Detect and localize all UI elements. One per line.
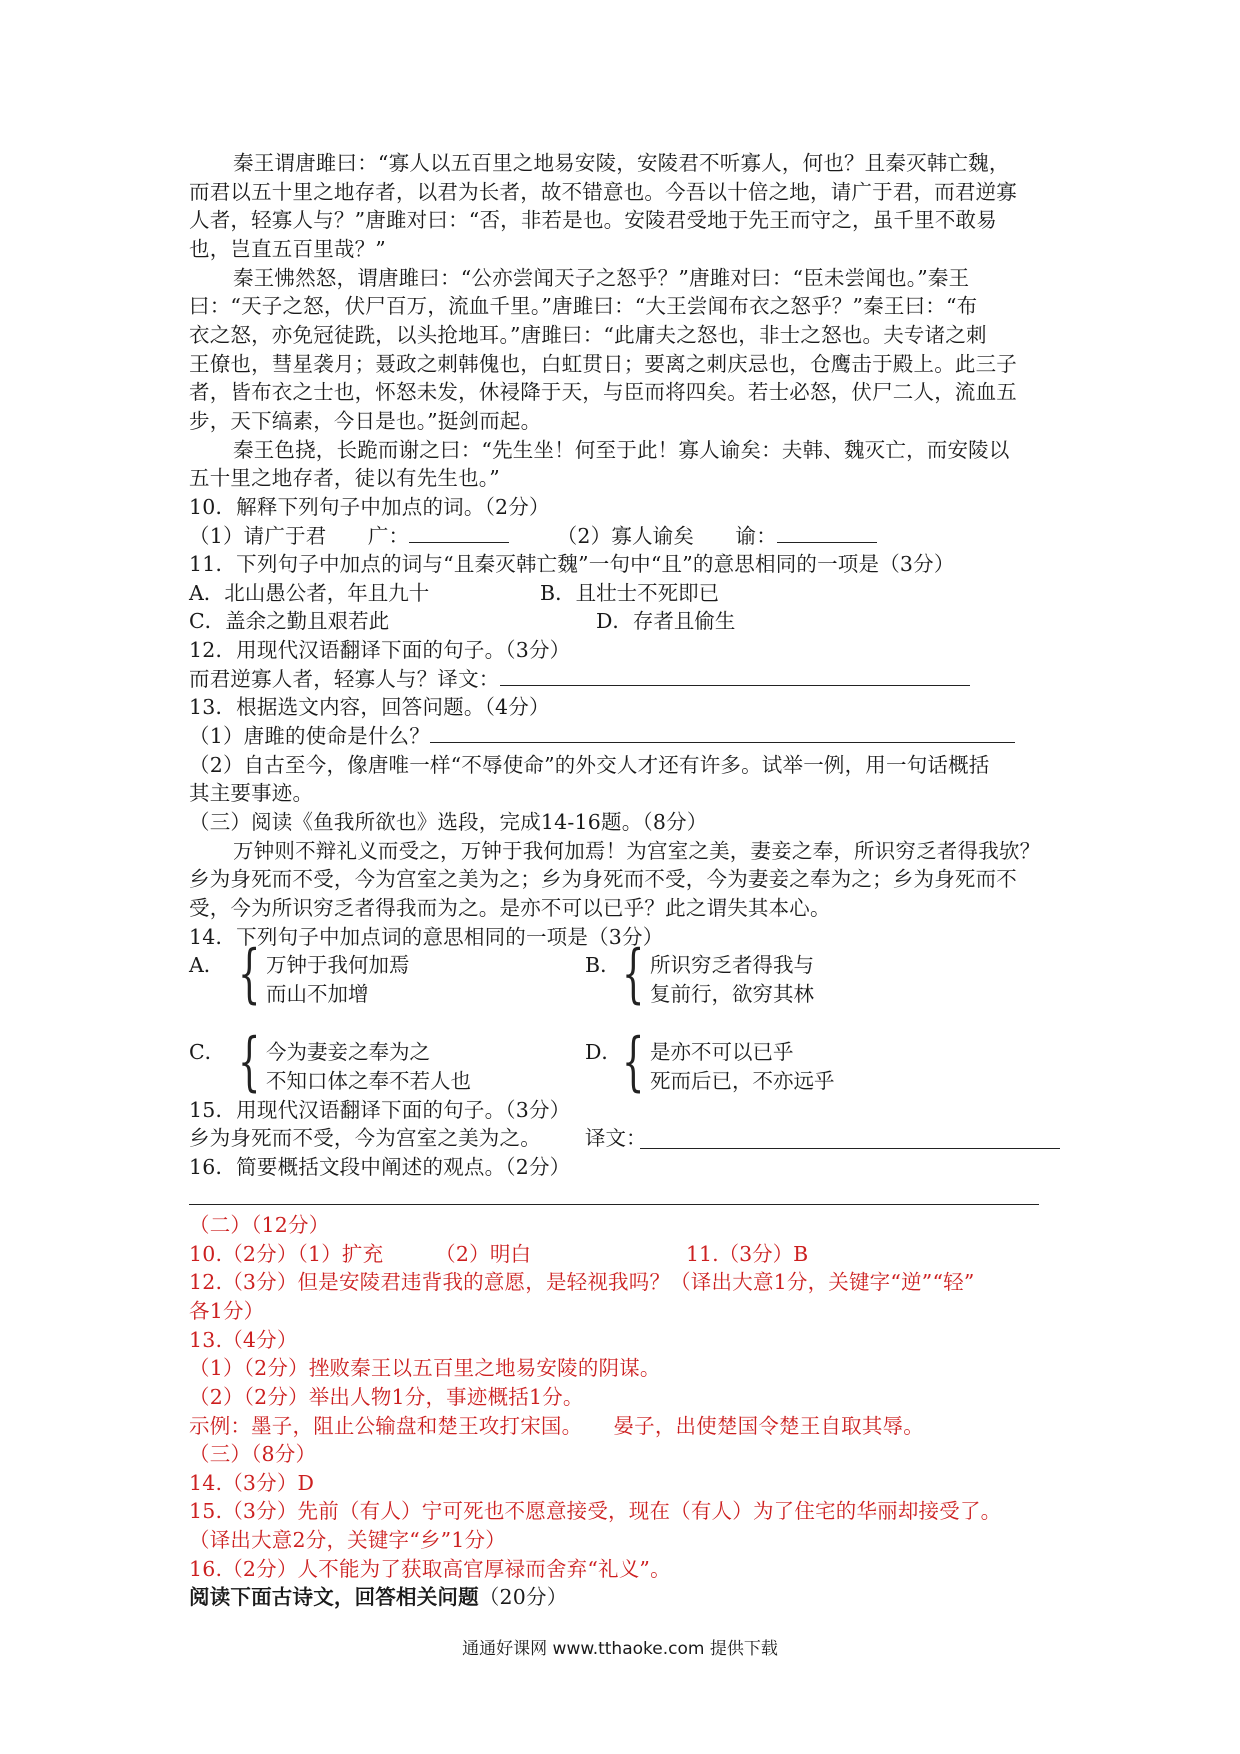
question-15-sentence: 乡为身死而不受，今为宫室之美为之。 <box>189 1126 541 1150</box>
option-b-line-1: 所识穷乏者得我与 <box>650 953 814 977</box>
question-13-2: （2）自古至今，像唐唯一样“不辱使命”的外交人才还有许多。试举一例，用一句话概括 <box>189 753 990 777</box>
brace-icon: { <box>238 937 261 1011</box>
question-13-1-prompt: （1）唐雎的使命是什么？ <box>189 724 430 748</box>
answer-blank[interactable] <box>430 722 1015 743</box>
answer-15: 15.（3分）先前（有人）宁可死也不愿意接受，现在（有人）为了住宅的华丽却接受了。 <box>189 1499 1002 1523</box>
answer-12-cont: 各1分） <box>189 1299 265 1323</box>
answer-blank[interactable] <box>777 522 877 543</box>
question-12-sentence <box>189 665 970 693</box>
passage-line: 也，岂直五百里哉？” <box>189 237 386 261</box>
passage-line: 受，今为所识穷乏者得我而为之。是亦不可以已乎？此之谓失其本心。 <box>189 896 831 920</box>
question-16: 16．简要概括文段中阐述的观点。（2分） <box>189 1155 571 1179</box>
question-13-1 <box>189 722 1015 750</box>
question-10: 10．解释下列句子中加点的词。（2分） <box>189 495 550 519</box>
option-c-line-2: 不知口体之奉不若人也 <box>266 1069 471 1093</box>
question-10-item-2: （2）寡人谕矣 谕： <box>556 524 777 548</box>
next-section-heading <box>189 1583 567 1611</box>
answer-13-2: （2）（2分）举出人物1分，事迹概括1分。 <box>189 1385 584 1409</box>
option-b-line-2: 复前行，欲穷其林 <box>650 982 814 1006</box>
brace-icon: { <box>622 937 645 1011</box>
question-10-items <box>189 522 877 550</box>
answer-blank[interactable] <box>500 665 970 686</box>
answer-blank[interactable] <box>189 1204 1039 1205</box>
answer-blank[interactable] <box>640 1148 1060 1149</box>
passage-line: 曰：“天子之怒，伏尸百万，流血千里。”唐雎曰：“大王尝闻布衣之怒乎？”秦王曰：“布 <box>189 294 978 318</box>
question-13: 13．根据选文内容，回答问题。（4分） <box>189 695 550 719</box>
brace-icon: { <box>622 1025 645 1099</box>
question-11: 11．下列句子中加点的词与“且秦灭韩亡魏”一句中“且”的意思相同的一项是（3分） <box>189 552 955 576</box>
option-b-label: B． <box>585 953 621 977</box>
answer-13-example: 示例：墨子，阻止公输盘和楚王攻打宋国。 晏子，出使楚国令楚王自取其辱。 <box>189 1414 924 1438</box>
passage-line: 而君以五十里之地存者，以君为长者，故不错意也。今吾以十倍之地，请广于君，而君逆寡 <box>189 180 1017 204</box>
answer-16: 16.（2分）人不能为了获取高官厚禄而舍弃“礼义”。 <box>189 1557 671 1581</box>
passage-line: 者，皆布衣之士也，怀怒未发，休祲降于天，与臣而将四矣。若士必怒，伏尸二人，流血五 <box>189 380 1017 404</box>
answer-section-3: （三）（8分） <box>189 1442 317 1466</box>
next-section-score: （20分） <box>478 1585 568 1609</box>
passage-line: 步，天下缟素，今日是也。”挺剑而起。 <box>189 409 542 433</box>
option-d: D．存者且偷生 <box>596 609 736 633</box>
passage-line: 乡为身死而不受，今为宫室之美为之；乡为身死而不受，今为妻妾之奉为之；乡为身死而不 <box>189 867 1017 891</box>
option-d-label: D． <box>585 1040 622 1064</box>
option-c: C．盖余之勤且艰若此 <box>189 609 390 633</box>
answer-15-cont: （译出大意2分，关键字“乡”1分） <box>189 1528 506 1552</box>
question-12: 12．用现代汉语翻译下面的句子。（3分） <box>189 638 571 662</box>
answer-13-1: （1）（2分）挫败秦王以五百里之地易安陵的阴谋。 <box>189 1356 661 1380</box>
passage-line: 秦王色挠，长跪而谢之曰：“先生坐！何至于此！寡人谕矣：夫韩、魏灭亡，而安陵以 <box>233 438 1010 462</box>
passage-line: 衣之怒，亦免冠徒跣，以头抢地耳。”唐雎曰：“此庸夫之怒也，非士之怒也。夫专诸之刺 <box>189 323 987 347</box>
option-a-line-1: 万钟于我何加焉 <box>266 953 410 977</box>
passage-line: 五十里之地存者，徒以有先生也。” <box>189 466 500 490</box>
option-a-line-2: 而山不加增 <box>266 982 369 1006</box>
passage-line: 人者，轻寡人与？”唐雎对曰：“否，非若是也。安陵君受地于先王而守之，虽千里不敢易 <box>189 208 997 232</box>
answer-13: 13.（4分） <box>189 1328 298 1352</box>
passage-line: 王僚也，彗星袭月；聂政之刺韩傀也，白虹贯日；要离之刺庆忌也，仓鹰击于殿上。此三子 <box>189 352 1017 376</box>
answer-blank[interactable] <box>409 522 509 543</box>
passage-line: 万钟则不辩礼义而受之，万钟于我何加焉！为宫室之美，妻妾之奉，所识穷乏者得我欤？ <box>233 839 1041 863</box>
question-15-translation-label: 译文： <box>585 1126 647 1150</box>
section-3-heading: （三）阅读《鱼我所欲也》选段，完成14-16题。（8分） <box>189 810 708 834</box>
option-c-label: C． <box>189 1040 226 1064</box>
option-d-line-2: 死而后已，不亦远乎 <box>650 1069 835 1093</box>
option-a: A．北山愚公者，年且九十 <box>189 581 430 605</box>
answer-section-2: （二）（12分） <box>189 1213 330 1237</box>
option-c-line-1: 今为妻妾之奉为之 <box>266 1040 430 1064</box>
question-10-item-1: （1）请广于君 广： <box>189 524 410 548</box>
option-b: B．且壮士不死即已 <box>540 581 720 605</box>
next-section-title: 阅读下面古诗文，回答相关问题 <box>189 1585 479 1609</box>
page-footer: 通通好课网 www.tthaoke.com 提供下载 <box>462 1639 778 1659</box>
option-a-label: A． <box>189 953 225 977</box>
question-15: 15．用现代汉语翻译下面的句子。（3分） <box>189 1098 571 1122</box>
brace-icon: { <box>238 1025 261 1099</box>
answer-11: 11.（3分）B <box>686 1242 809 1266</box>
question-13-2-cont: 其主要事迹。 <box>189 781 314 805</box>
answer-10: 10.（2分）（1）扩充 （2）明白 <box>189 1242 532 1266</box>
passage-line: 秦王怫然怒，谓唐雎曰：“公亦尝闻天子之怒乎？”唐雎对曰：“臣未尝闻也。”秦王 <box>233 266 970 290</box>
passage-line: 秦王谓唐雎曰：“寡人以五百里之地易安陵，安陵君不听寡人，何也？且秦灭韩亡魏， <box>233 151 1010 175</box>
question-14: 14．下列句子中加点词的意思相同的一项是（3分） <box>189 925 664 949</box>
option-d-line-1: 是亦不可以已乎 <box>650 1040 794 1064</box>
answer-12: 12.（3分）但是安陵君违背我的意愿，是轻视我吗？（译出大意1分，关键字“逆”“轻” <box>189 1270 975 1294</box>
question-12-prompt: 而君逆寡人者，轻寡人与？译文： <box>189 667 500 691</box>
answer-14: 14.（3分）D <box>189 1471 315 1495</box>
